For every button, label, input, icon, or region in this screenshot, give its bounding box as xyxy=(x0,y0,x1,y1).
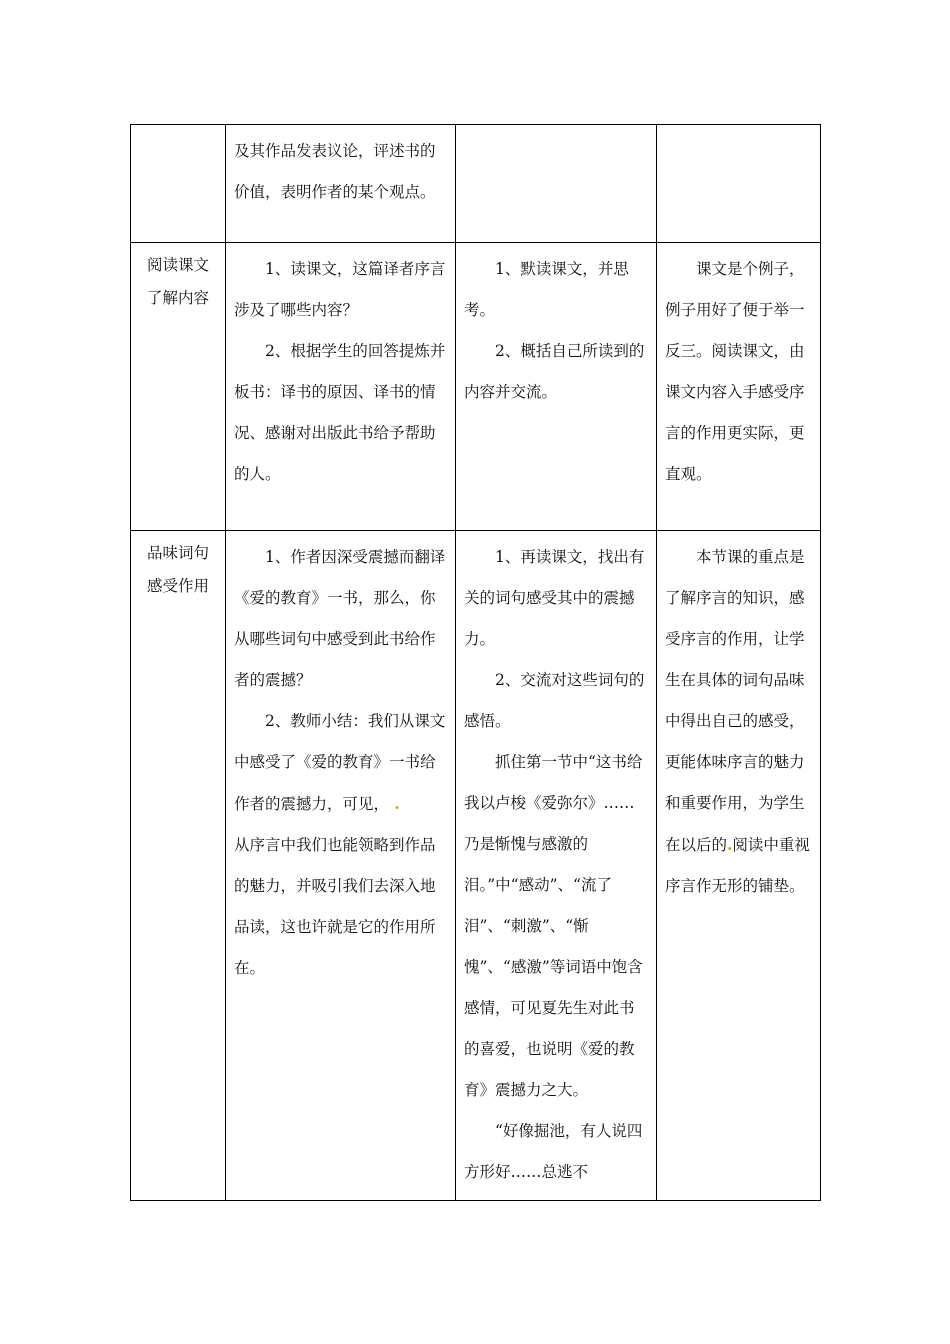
mark-dot: . xyxy=(727,835,733,854)
step-label: 阅读课文 xyxy=(146,256,209,274)
student-text: 抓住第一节中“这书给我以卢梭《爱弥尔》……乃是惭愧与感激的泪。”中“感动”、“流了泪”、“刺激”、“惭愧”、“感激”等词语中饱含感情，可见夏先生对此书的喜爱，也说明《爱的教育》震撼力之大。 xyxy=(464,753,643,1099)
table-row xyxy=(131,243,821,531)
lesson-plan-table xyxy=(130,124,821,1201)
step-label: 感受作用 xyxy=(146,577,209,595)
teacher-text-part: 2、教师小结：我们从课文中感受了《爱的教育》一书给作者的震撼力，可见， xyxy=(234,712,446,813)
design-intent-cell xyxy=(657,243,821,531)
intent-text-part: 本节课的重点是了解序言的知识，感受序言的作用，让学生在具体的词句品味中得出自己的感受，更能体味序言的魅力和重要作用，为学生在以后的 xyxy=(665,548,805,854)
design-intent-cell xyxy=(657,125,821,243)
intent-text: 课文是个例子，例子用好了便于举一反三。阅读课文，由课文内容入手感受序言的作用更实际，更直观。 xyxy=(665,260,805,483)
student-activity-cell xyxy=(456,243,657,531)
table-row xyxy=(131,125,821,243)
student-activity-cell xyxy=(456,125,657,243)
student-text: 2、概括自己所读到的内容并交流。 xyxy=(464,342,645,401)
intent-text xyxy=(665,537,812,907)
teacher-activity-cell xyxy=(226,125,456,243)
design-intent-cell xyxy=(657,531,821,1201)
step-label: 品味词句 xyxy=(146,544,209,562)
teacher-text: 及其作品发表议论，评述书的价值，表明作者的某个观点。 xyxy=(234,142,436,201)
step-cell xyxy=(131,243,226,531)
mark-dot: . xyxy=(389,794,400,813)
teacher-text: 从序言中我们也能领略到作品的魅力，并吸引我们去深入地品读，这也许就是它的作用所在。 xyxy=(234,836,436,977)
step-cell xyxy=(131,531,226,1201)
student-activity-cell xyxy=(456,531,657,1201)
step-label: 了解内容 xyxy=(146,289,209,307)
teacher-text: 1、作者因深受震撼而翻译《爱的教育》一书，那么，你从哪些词句中感受到此书给作者的震撼？ xyxy=(234,548,446,689)
teacher-activity-cell xyxy=(226,243,456,531)
teacher-text xyxy=(234,701,447,825)
step-cell xyxy=(131,125,226,243)
student-text: “好像掘池，有人说四方形好……总逃不 xyxy=(464,1122,643,1181)
table-row xyxy=(131,531,821,1201)
teacher-activity-cell xyxy=(226,531,456,1201)
teacher-text: 2、根据学生的回答提炼并板书：译书的原因、译书的情况、感谢对出版此书给予帮助的人。 xyxy=(234,342,446,483)
student-text: 1、再读课文，找出有关的词句感受其中的震撼力。 xyxy=(464,548,645,648)
teacher-text: 1、读课文，这篇译者序言涉及了哪些内容？ xyxy=(234,260,446,319)
student-text: 2、交流对这些词句的感悟。 xyxy=(464,671,645,730)
intent-text-part: 阅读中重视序言作无形的铺垫。 xyxy=(665,836,810,895)
student-text: 1、默读课文，并思考。 xyxy=(464,260,629,319)
